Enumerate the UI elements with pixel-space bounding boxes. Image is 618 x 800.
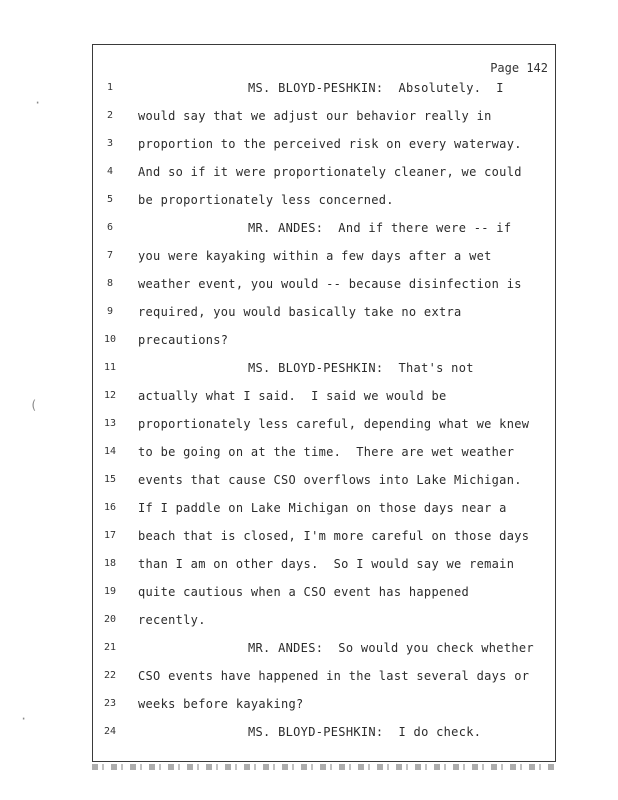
transcript-line: MR. ANDES: And if there were -- if — [248, 221, 512, 235]
line-number: 6 — [106, 222, 114, 233]
transcript-line: weeks before kayaking? — [138, 697, 304, 711]
line-number: 13 — [103, 418, 117, 429]
transcript-line: If I paddle on Lake Michigan on those days near a — [138, 501, 507, 515]
line-number: 14 — [103, 446, 117, 457]
transcript-line: to be going on at the time. There are wet weather — [138, 445, 515, 459]
line-number: 4 — [106, 166, 114, 177]
line-number: 12 — [103, 390, 117, 401]
transcript-line: be proportionately less concerned. — [138, 193, 394, 207]
page-number: Page 142 — [490, 61, 548, 75]
transcript-line: beach that is closed, I'm more careful on those days — [138, 529, 530, 543]
line-number: 10 — [103, 334, 117, 345]
transcript-line: you were kayaking within a few days after a wet — [138, 249, 492, 263]
line-number: 8 — [106, 278, 114, 289]
transcript-line: MS. BLOYD-PESHKIN: That's not — [248, 361, 474, 375]
line-number: 1 — [106, 82, 114, 93]
scan-mark: · — [34, 96, 42, 110]
line-number: 24 — [103, 726, 117, 737]
scan-mark: ( — [30, 398, 38, 412]
line-number: 5 — [106, 194, 114, 205]
transcript-line: CSO events have happened in the last several days or — [138, 669, 530, 683]
transcript-line: MS. BLOYD-PESHKIN: I do check. — [248, 725, 482, 739]
transcript-line: quite cautious when a CSO event has happened — [138, 585, 470, 599]
transcript-line: required, you would basically take no extra — [138, 305, 462, 319]
line-number: 15 — [103, 474, 117, 485]
line-number: 19 — [103, 586, 117, 597]
transcript-line: MS. BLOYD-PESHKIN: Absolutely. I — [248, 81, 504, 95]
transcript-line: proportion to the perceived risk on every waterway. — [138, 137, 522, 151]
line-number: 7 — [106, 250, 114, 261]
line-number: 11 — [103, 362, 117, 373]
line-number: 9 — [106, 306, 114, 317]
transcript-line: proportionately less careful, depending what we knew — [138, 417, 530, 431]
transcript-line: would say that we adjust our behavior really in — [138, 109, 492, 123]
transcript-line: MR. ANDES: So would you check whether — [248, 641, 534, 655]
line-number: 21 — [103, 642, 117, 653]
line-number: 20 — [103, 614, 117, 625]
scan-mark: · — [20, 712, 28, 726]
transcript-line: weather event, you would -- because disinfection is — [138, 277, 522, 291]
transcript-line: than I am on other days. So I would say we remain — [138, 557, 515, 571]
line-number: 17 — [103, 530, 117, 541]
transcript-line: precautions? — [138, 333, 229, 347]
line-number: 22 — [103, 670, 117, 681]
line-number: 2 — [106, 110, 114, 121]
transcript-line: actually what I said. I said we would be — [138, 389, 447, 403]
transcript-line: recently. — [138, 613, 206, 627]
line-number: 3 — [106, 138, 114, 149]
transcript-line: And so if it were proportionately cleaner, we could — [138, 165, 522, 179]
line-number: 18 — [103, 558, 117, 569]
scan-artifact — [92, 764, 556, 770]
line-number: 23 — [103, 698, 117, 709]
line-number: 16 — [103, 502, 117, 513]
transcript-line: events that cause CSO overflows into Lake Michigan. — [138, 473, 522, 487]
